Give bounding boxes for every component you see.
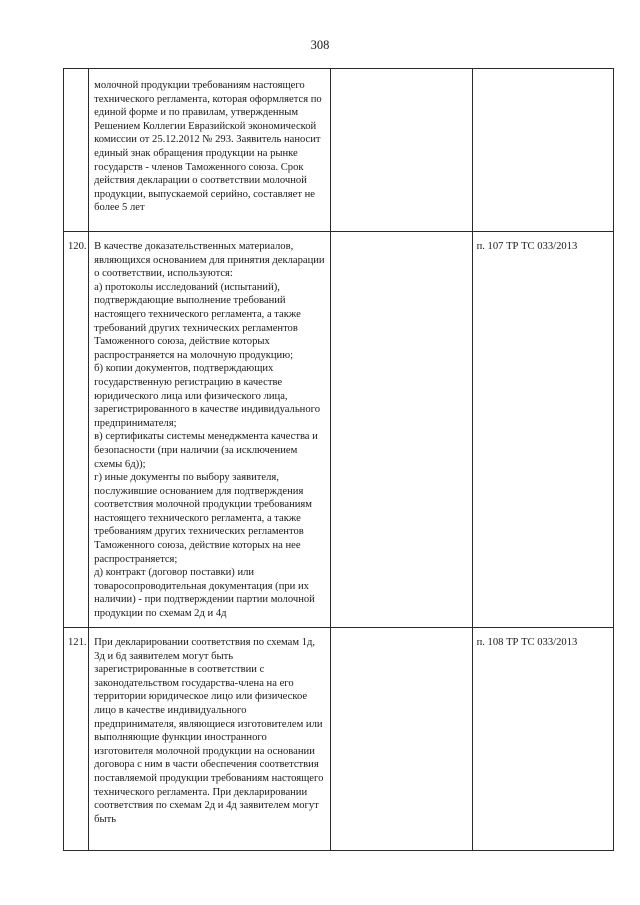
empty-cell <box>331 232 472 628</box>
table-row <box>64 232 614 628</box>
reference-cell <box>472 69 613 232</box>
row-number-cell: 121. <box>64 628 89 851</box>
row-number-cell <box>64 69 89 232</box>
empty-cell <box>331 69 472 232</box>
requirement-text-cell: При декларировании соответствия по схемам 1д, 3д и 6д заявителем могут быть зарегистрированные в соответствии с законодательством государства-члена на его территории юридическое лицо или физическое лицо в качестве индивидуального предпринимателя, являющиеся изготовителем или выполняющие функции иностранного изготовителя молочной продукции на основании договора с ним в части обеспечения соответствия поставляемой продукции требованиям настоящего технического регламента. При декларировании соответствия по схемам 2д и 4д заявителем могут быть <box>89 628 331 851</box>
requirement-text-cell: молочной продукции требованиям настоящего технического регламента, которая оформляется по единой форме и по правилам, утвержденным Решением Коллегии Евразийской экономической комиссии от 25.12.2012 № 293. Заявитель наносит единый знак обращения продукции на рынке государств - членов Таможенного союза. Срок действия декларации о соответствии молочной продукции, выпускаемой серийно, составляет не более 5 лет <box>89 69 331 232</box>
empty-cell <box>331 628 472 851</box>
requirement-text-cell: В качестве доказательственных материалов, являющихся основанием для принятия декларации о соответствии, используются: а) протоколы исследований (испытаний), подтверждающие выполнение требований настоящего технического регламента, а также требований других технических регламентов Таможенного союза, действие которых распространяется на молочную продукцию; б) копии документов, подтверждающих государственную регистрацию в качестве юридического лица или физического лица, зарегистрированного в качестве индивидуального предпринимателя; в) сертификаты системы менеджмента качества и безопасности (при наличии (за исключением схемы 6д)); г) иные документы по выбору заявителя, послужившие основанием для подтверждения соответствия молочной продукции требованиям настоящего технического регламента, а также требованиям других технических регламентов Таможенного союза, действие которых на нее распространяется; д) контракт (договор поставки) или товаросопроводительная документация (при их наличии) - при подтверждении партии молочной продукции по схемам 2д и 4д <box>89 232 331 628</box>
page-number: 308 <box>310 38 330 52</box>
table-row <box>64 628 614 851</box>
row-number-cell: 120. <box>64 232 89 628</box>
reference-cell: п. 107 ТР ТС 033/2013 <box>472 232 613 628</box>
requirements-table <box>63 68 614 851</box>
table-row <box>64 69 614 232</box>
reference-cell: п. 108 ТР ТС 033/2013 <box>472 628 613 851</box>
